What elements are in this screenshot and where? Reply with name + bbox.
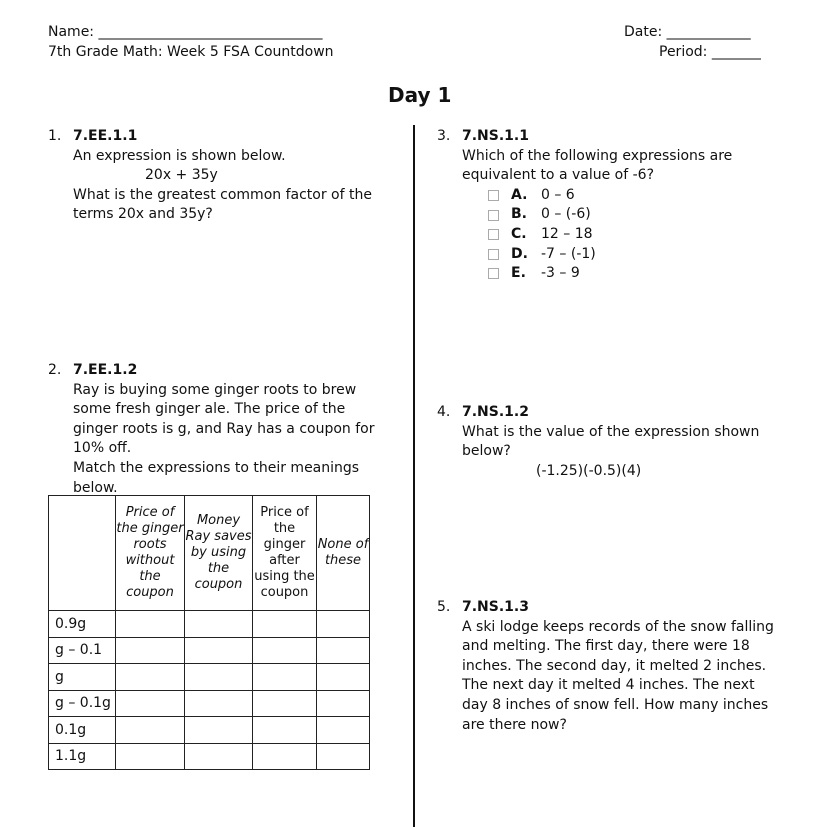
- match-cell[interactable]: [317, 690, 370, 717]
- option-letter: A.: [511, 186, 528, 203]
- page-title: Day 1: [388, 83, 452, 107]
- option-text: -3 – 9: [541, 265, 580, 282]
- match-cell[interactable]: [317, 611, 370, 638]
- row-label: g: [49, 664, 116, 691]
- match-cell[interactable]: [185, 743, 253, 770]
- question-text: A ski lodge keeps records of the snow falling: [462, 618, 774, 635]
- column-divider: [413, 125, 415, 827]
- checkbox[interactable]: [488, 190, 499, 201]
- question-number: 4.: [437, 404, 451, 420]
- question-text: Which of the following expressions are: [462, 147, 733, 164]
- period-field: Period: _______: [659, 44, 761, 60]
- table-header-row: [49, 496, 370, 611]
- row-label: g – 0.1g: [49, 690, 116, 717]
- option-e[interactable]: [488, 264, 732, 284]
- expression: 20x + 35y: [145, 167, 218, 184]
- question-number: 5.: [437, 599, 451, 615]
- row-label: 0.1g: [49, 717, 116, 744]
- question-number: 2.: [48, 362, 62, 378]
- match-cell[interactable]: [317, 664, 370, 691]
- match-cell[interactable]: [116, 664, 185, 691]
- question-text: ginger roots is g, and Ray has a coupon for: [73, 420, 375, 437]
- option-text: 0 – (-6): [541, 206, 591, 223]
- option-letter: C.: [511, 225, 527, 242]
- question-text: The next day it melted 4 inches. The next: [462, 677, 755, 694]
- table-row: [49, 664, 370, 691]
- question-text: terms 20x and 35y?: [73, 206, 213, 223]
- standard-code: 7.NS.1.3: [462, 599, 529, 615]
- match-cell[interactable]: [317, 637, 370, 664]
- checkbox[interactable]: [488, 210, 499, 221]
- table-row: [49, 611, 370, 638]
- checkbox[interactable]: [488, 229, 499, 240]
- match-cell[interactable]: [185, 690, 253, 717]
- option-b[interactable]: [488, 205, 732, 225]
- row-label: g – 0.1: [49, 637, 116, 664]
- match-cell[interactable]: [253, 611, 317, 638]
- match-cell[interactable]: [253, 743, 317, 770]
- date-field: Date: ____________: [624, 24, 751, 40]
- option-c[interactable]: [488, 225, 732, 245]
- question-text: Match the expressions to their meanings: [73, 459, 360, 476]
- question-number: 3.: [437, 128, 451, 144]
- table-row: [49, 690, 370, 717]
- option-letter: B.: [511, 206, 527, 223]
- header-price-without-coupon: Price of the ginger roots without the coupon: [116, 496, 185, 611]
- option-text: 0 – 6: [541, 186, 575, 203]
- checkbox[interactable]: [488, 249, 499, 260]
- match-cell[interactable]: [116, 611, 185, 638]
- standard-code: 7.NS.1.1: [462, 128, 529, 144]
- row-label: 1.1g: [49, 743, 116, 770]
- worksheet-subtitle: 7th Grade Math: Week 5 FSA Countdown: [48, 44, 334, 60]
- match-cell[interactable]: [185, 611, 253, 638]
- match-cell[interactable]: [185, 664, 253, 691]
- checkbox[interactable]: [488, 268, 499, 279]
- standard-code: 7.EE.1.2: [73, 362, 138, 378]
- header-price-after-coupon: Price of the ginger after using the coupon: [253, 496, 317, 611]
- option-letter: D.: [511, 245, 528, 262]
- match-cell[interactable]: [317, 717, 370, 744]
- match-cell[interactable]: [253, 637, 317, 664]
- question-text: inches. The second day, it melted 2 inches.: [462, 657, 767, 674]
- header-money-saved: Money Ray saves by using the coupon: [185, 496, 253, 611]
- question-text: equivalent to a value of -6?: [462, 167, 655, 184]
- table-row: [49, 743, 370, 770]
- match-cell[interactable]: [116, 637, 185, 664]
- match-cell[interactable]: [253, 690, 317, 717]
- option-a[interactable]: [488, 186, 732, 206]
- match-cell[interactable]: [185, 637, 253, 664]
- question-text: Ray is buying some ginger roots to brew: [73, 381, 357, 398]
- table-row: [49, 717, 370, 744]
- question-text: below?: [462, 443, 511, 460]
- match-cell[interactable]: [185, 717, 253, 744]
- question-text: are there now?: [462, 716, 567, 733]
- question-text: and melting. The first day, there were 18: [462, 638, 750, 655]
- option-d[interactable]: [488, 245, 732, 265]
- question-text: 10% off.: [73, 440, 132, 457]
- match-cell[interactable]: [116, 743, 185, 770]
- match-cell[interactable]: [253, 664, 317, 691]
- match-cell[interactable]: [253, 717, 317, 744]
- match-cell[interactable]: [317, 743, 370, 770]
- expression: (-1.25)(-0.5)(4): [536, 462, 642, 479]
- matching-table: [48, 495, 370, 770]
- header-none: None of these: [317, 496, 370, 611]
- option-text: -7 – (-1): [541, 245, 596, 262]
- match-cell[interactable]: [116, 717, 185, 744]
- row-label: 0.9g: [49, 611, 116, 638]
- question-text: some fresh ginger ale. The price of the: [73, 401, 346, 418]
- match-cell[interactable]: [116, 690, 185, 717]
- standard-code: 7.NS.1.2: [462, 404, 529, 420]
- header-empty: [49, 496, 116, 611]
- table-row: [49, 637, 370, 664]
- option-text: 12 – 18: [541, 225, 593, 242]
- question-text: below.: [73, 479, 118, 496]
- name-field: Name: ________________________________: [48, 24, 323, 40]
- standard-code: 7.EE.1.1: [73, 128, 138, 144]
- question-text: What is the greatest common factor of the: [73, 186, 372, 203]
- question-text: An expression is shown below.: [73, 147, 286, 164]
- question-text: day 8 inches of snow fell. How many inches: [462, 696, 769, 713]
- option-letter: E.: [511, 265, 526, 282]
- question-number: 1.: [48, 128, 62, 144]
- question-text: What is the value of the expression shown: [462, 423, 760, 440]
